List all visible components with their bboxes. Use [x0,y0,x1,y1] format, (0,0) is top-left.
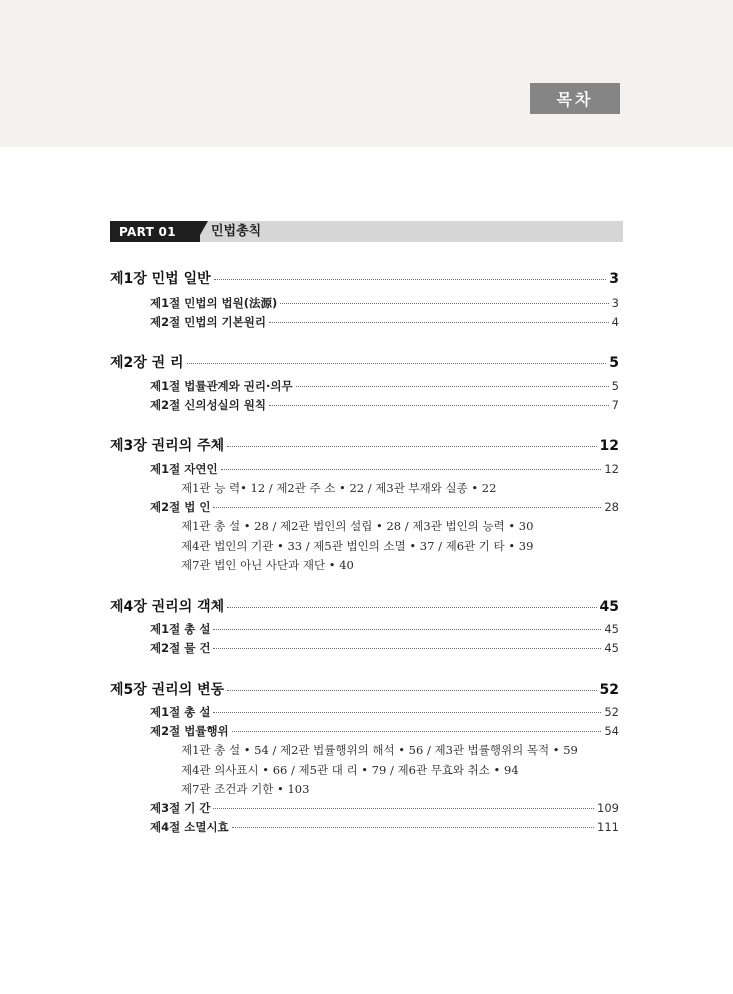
section-page: 45 [604,641,619,655]
toc-chapter-1[interactable] [110,268,619,288]
toc-badge: 목차 [530,83,620,114]
section-page: 5 [611,379,619,393]
toc-subsection-line: 제4관 의사표시 • 66 / 제5관 대 리 • 79 / 제6관 무효와 취소 • 94 [181,763,519,777]
toc-section[interactable] [150,397,619,413]
section-title: 제1절 자연인 [150,462,218,476]
part-slash-decoration [196,221,208,242]
dot-leader [213,648,601,649]
section-title: 제4절 소멸시효 [150,820,229,834]
section-page: 54 [604,724,619,738]
toc-subsection-line: 제1관 총 설 • 28 / 제2관 법인의 설립 • 28 / 제3관 법인의 능력 • 30 [181,519,534,533]
toc-section[interactable] [150,640,619,656]
section-title: 제1절 총 설 [150,622,211,636]
section-title: 제1절 총 설 [150,705,211,719]
chapter-title: 제4장 권리의 객체 [110,599,225,615]
toc-section[interactable] [150,704,619,720]
toc-section[interactable] [150,499,619,515]
dot-leader [213,808,594,809]
toc-section[interactable] [150,800,619,816]
toc-chapter-4[interactable] [110,596,619,616]
toc-section[interactable] [150,723,619,739]
section-page: 52 [604,705,619,719]
chapter-title: 제5장 권리의 변동 [110,682,225,698]
dot-leader [227,690,596,691]
dot-leader [269,405,609,406]
toc-chapter-2[interactable] [110,352,619,372]
section-title: 제3절 기 간 [150,801,211,815]
toc-section[interactable] [150,314,619,330]
dot-leader [214,279,607,280]
section-page: 109 [597,801,619,815]
dot-leader [213,712,601,713]
section-page: 7 [611,398,619,412]
toc-subsection-line: 제7관 법인 아닌 사단과 재단 • 40 [181,558,354,572]
section-page: 3 [611,296,619,310]
dot-leader [213,507,601,508]
section-title: 제2절 신의성실의 원칙 [150,398,266,412]
section-page: 28 [604,500,619,514]
chapter-title: 제3장 권리의 주체 [110,438,225,454]
chapter-page: 52 [599,682,619,698]
section-page: 45 [604,622,619,636]
header-band [0,0,733,147]
dot-leader [187,363,607,364]
toc-subsection-line: 제1관 총 설 • 54 / 제2관 법률행위의 해석 • 56 / 제3관 법률행위의 목적 • 59 [181,743,578,757]
dot-leader [269,322,609,323]
chapter-page: 3 [609,271,619,287]
dot-leader [227,446,596,447]
dot-leader [221,469,602,470]
toc-subsection-line: 제1관 능 력• 12 / 제2관 주 소 • 22 / 제3관 부재와 실종 • 22 [181,481,497,495]
dot-leader [232,827,594,828]
toc-section[interactable] [150,819,619,835]
section-title: 제2절 민법의 기본원리 [150,315,266,329]
dot-leader [296,386,609,387]
toc-subsection-line: 제7관 조건과 기한 • 103 [181,782,310,796]
toc-chapter-5[interactable] [110,679,619,699]
toc-section[interactable] [150,295,619,311]
chapter-page: 45 [599,599,619,615]
dot-leader [213,629,601,630]
section-page: 111 [597,820,619,834]
toc-section[interactable] [150,621,619,637]
part-banner [110,221,623,242]
section-title: 제2절 법률행위 [150,724,229,738]
dot-leader [232,731,602,732]
toc-section[interactable] [150,378,619,394]
chapter-page: 5 [609,355,619,371]
section-page: 12 [604,462,619,476]
toc-subsection-line: 제4관 법인의 기관 • 33 / 제5관 법인의 소멸 • 37 / 제6관 기 타 • 39 [181,539,534,553]
chapter-title: 제2장 권 리 [110,355,184,371]
section-title: 제2절 법 인 [150,500,211,514]
dot-leader [227,607,596,608]
section-page: 4 [611,315,619,329]
section-title: 제2절 물 건 [150,641,211,655]
chapter-title: 제1장 민법 일반 [110,271,211,287]
chapter-page: 12 [599,438,619,454]
section-title: 제1절 민법의 법원(法源) [150,296,278,310]
part-title: 민법총칙 [211,224,262,239]
part-number: PART 01 [110,221,200,242]
toc-chapter-3[interactable] [110,435,619,455]
toc-section[interactable] [150,461,619,477]
section-title: 제1절 법률관계와 권리·의무 [150,379,293,393]
dot-leader [280,303,608,304]
